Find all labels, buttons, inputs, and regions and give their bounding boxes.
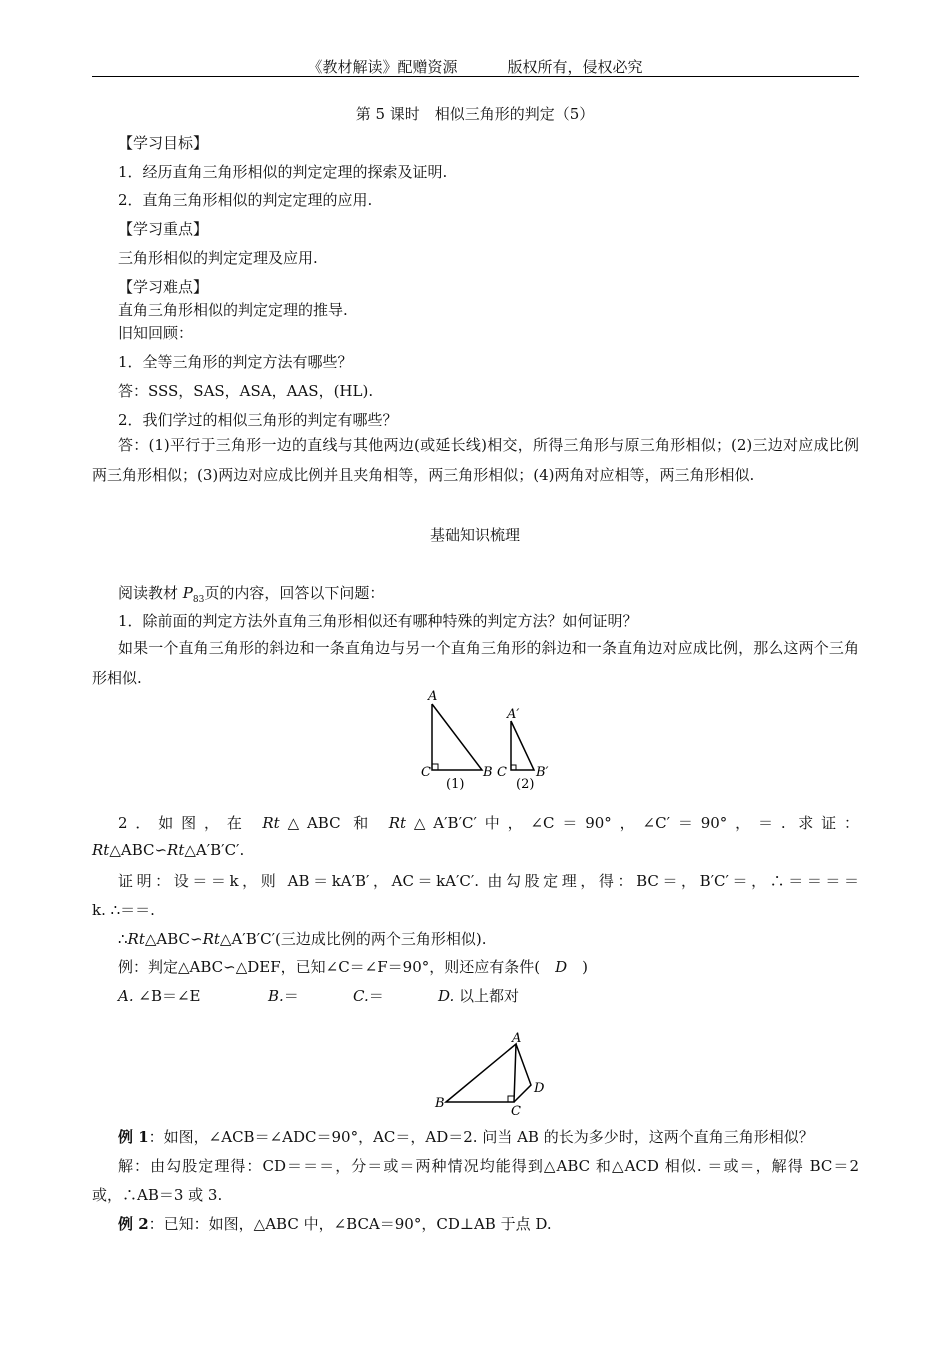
fig2-label-c: C [511, 1104, 521, 1119]
q2-example-text: 例：判定△ABC∽△DEF，已知∠C＝∠F＝90°，则还应有条件( [118, 958, 556, 976]
triangle-a2b2c2 [511, 721, 534, 770]
difficulty-text: 直角三角形相似的判定定理的推导. [118, 301, 348, 319]
header-left: 《教材解读》配赠资源 [307, 58, 458, 76]
q2-conc-p1: △ABC∽ [144, 930, 203, 948]
q2-example [118, 956, 588, 977]
example1-solution-line1: 解：由勾股定理得：CD＝＝＝，分＝或＝两种情况均能得到△ABC 和△ACD 相似. ＝或＝，解得 BC＝2 [118, 1157, 859, 1175]
option-d [438, 985, 519, 1006]
example1-text: ：如图，∠ACB＝∠ADC＝90°，AC＝，AD＝2. 问当 AB 的长为多少时，这两个直角三角形相似？ [148, 1128, 814, 1146]
option-c-text: ＝ [368, 987, 384, 1005]
goal-item-2: 2．直角三角形相似的判定定理的应用. [118, 191, 373, 209]
fig1-label-b-prime: B′ [536, 765, 549, 780]
fig1-caption-1: (1) [446, 777, 465, 792]
header-right: 版权所有，侵权必究 [507, 58, 643, 76]
q1-answer: 如果一个直角三角形的斜边和一条直角边与另一个直角三角形的斜边和一条直角边对应成比例，那么这两个三角形相似. [92, 639, 859, 687]
q2-l2-rt-1: Rt [92, 841, 110, 859]
triangle-acd [514, 1044, 531, 1102]
q2-l2-p1: △ABC∽ [109, 841, 168, 859]
review-q2: 2．我们学过的相似三角形的判定有哪些？ [118, 411, 398, 429]
option-c-letter: C. [353, 987, 369, 1005]
review-a1: 答：SSS，SAS，ASA，AAS，(HL). [118, 382, 374, 400]
fig1-label-c-prime: C [497, 765, 507, 780]
fig1-label-b: B [483, 765, 493, 780]
q2-num: 2．如图，在 [118, 814, 250, 832]
fig1-label-a-prime: A′ [507, 707, 520, 722]
review-q1: 1．全等三角形的判定方法有哪些？ [118, 353, 353, 371]
page-header [0, 56, 950, 77]
difficulty-heading: 【学习难点】 [118, 278, 209, 296]
q2-l2-p2: △A′B′C′. [184, 841, 245, 859]
q2-proof-line2: k. ∴＝＝. [92, 901, 155, 919]
option-c [353, 985, 384, 1006]
q2-rt-1: Rt [262, 814, 280, 832]
review-a2: 答：(1)平行于三角形一边的直线与其他两边(或延长线)相交，所得三角形与原三角形相似；(2)三边对应成比例两三角形相似；(3)两边对应成比例并且夹角相等，两三角形相似；(4)两角对应相等，两三角形相似. [92, 436, 859, 484]
q1-question: 1．除前面的判定方法外直角三角形相似还有哪种特殊的判定方法？如何证明？ [118, 612, 638, 630]
q2-conc-rt-2: Rt [202, 930, 220, 948]
triangle-abc-2 [446, 1044, 516, 1102]
figure-example1-triangles [430, 1030, 560, 1120]
right-angle-mark-c [508, 1096, 514, 1102]
right-angle-mark-1 [432, 764, 438, 770]
q2-line2 [92, 841, 244, 859]
fig1-caption-2: (2) [516, 777, 535, 792]
q2-example-answer: D [555, 958, 568, 976]
goals-heading: 【学习目标】 [118, 134, 209, 152]
q2-tri-1: △ABC 和 [279, 814, 377, 832]
q2-example-close: ) [567, 958, 588, 976]
option-a-text: ∠B＝∠E [138, 987, 201, 1005]
fig2-label-b: B [435, 1096, 445, 1111]
figure-right-triangles [410, 684, 580, 794]
option-a-letter: A. [118, 987, 134, 1005]
lesson-title: 第 5 课时 相似三角形的判定（5） [355, 105, 595, 123]
reading-page: P [182, 584, 193, 602]
key-points-heading: 【学习重点】 [118, 220, 209, 238]
example1-solution-line2: 或，∴AB＝3 或 3. [92, 1186, 223, 1204]
section-title: 基础知识梳理 [429, 526, 520, 544]
goal-item-1: 1．经历直角三角形相似的判定定理的探索及证明. [118, 163, 448, 181]
fig1-label-c: C [421, 765, 431, 780]
reading-prefix: 阅读教材 [118, 584, 183, 602]
q2-proof-line1: 证明：设＝＝k，则 AB＝kA′B′，AC＝kA′C′. 由勾股定理，得：BC＝，B′C′＝，∴＝＝＝＝ [118, 872, 859, 890]
option-d-letter: D. [438, 987, 455, 1005]
reading-suffix: 页的内容，回答以下问题： [204, 584, 385, 602]
q2-conclusion [118, 928, 486, 949]
q2-conc-rt-1: Rt [127, 930, 145, 948]
header-rule [92, 76, 859, 77]
fig2-label-d: D [534, 1081, 545, 1096]
fig2-label-a: A [512, 1031, 522, 1046]
example2-label: 例 2 [118, 1215, 149, 1233]
reading-page-sub: 83 [192, 595, 205, 605]
triangle-abc [432, 704, 482, 770]
option-d-text: 以上都对 [459, 987, 520, 1005]
option-b-letter: B. [268, 987, 284, 1005]
example1-label: 例 1 [118, 1128, 149, 1146]
option-b [268, 985, 299, 1006]
q2-l2-rt-2: Rt [167, 841, 185, 859]
reading-instruction [118, 582, 384, 605]
review-heading: 旧知回顾： [118, 324, 194, 342]
example2 [118, 1213, 552, 1234]
example1-question [118, 1126, 814, 1147]
fig1-label-a: A [428, 689, 438, 704]
q2-conc-p2: △A′B′C′(三边成比例的两个三角形相似). [219, 930, 487, 948]
q2-rt-2: Rt [388, 814, 407, 832]
q2-tri-2: △A′B′C′中，∠C＝90°，∠C′＝90°，＝. 求证： [406, 814, 860, 832]
key-points-text: 三角形相似的判定定理及应用. [118, 249, 318, 267]
q2-line1 [118, 812, 859, 833]
example2-text: ：已知：如图，△ABC 中，∠BCA＝90°，CD⊥AB 于点 D. [148, 1215, 552, 1233]
option-a [118, 985, 201, 1006]
q2-conc-pre: ∴ [118, 930, 128, 948]
option-b-text: ＝ [283, 987, 299, 1005]
